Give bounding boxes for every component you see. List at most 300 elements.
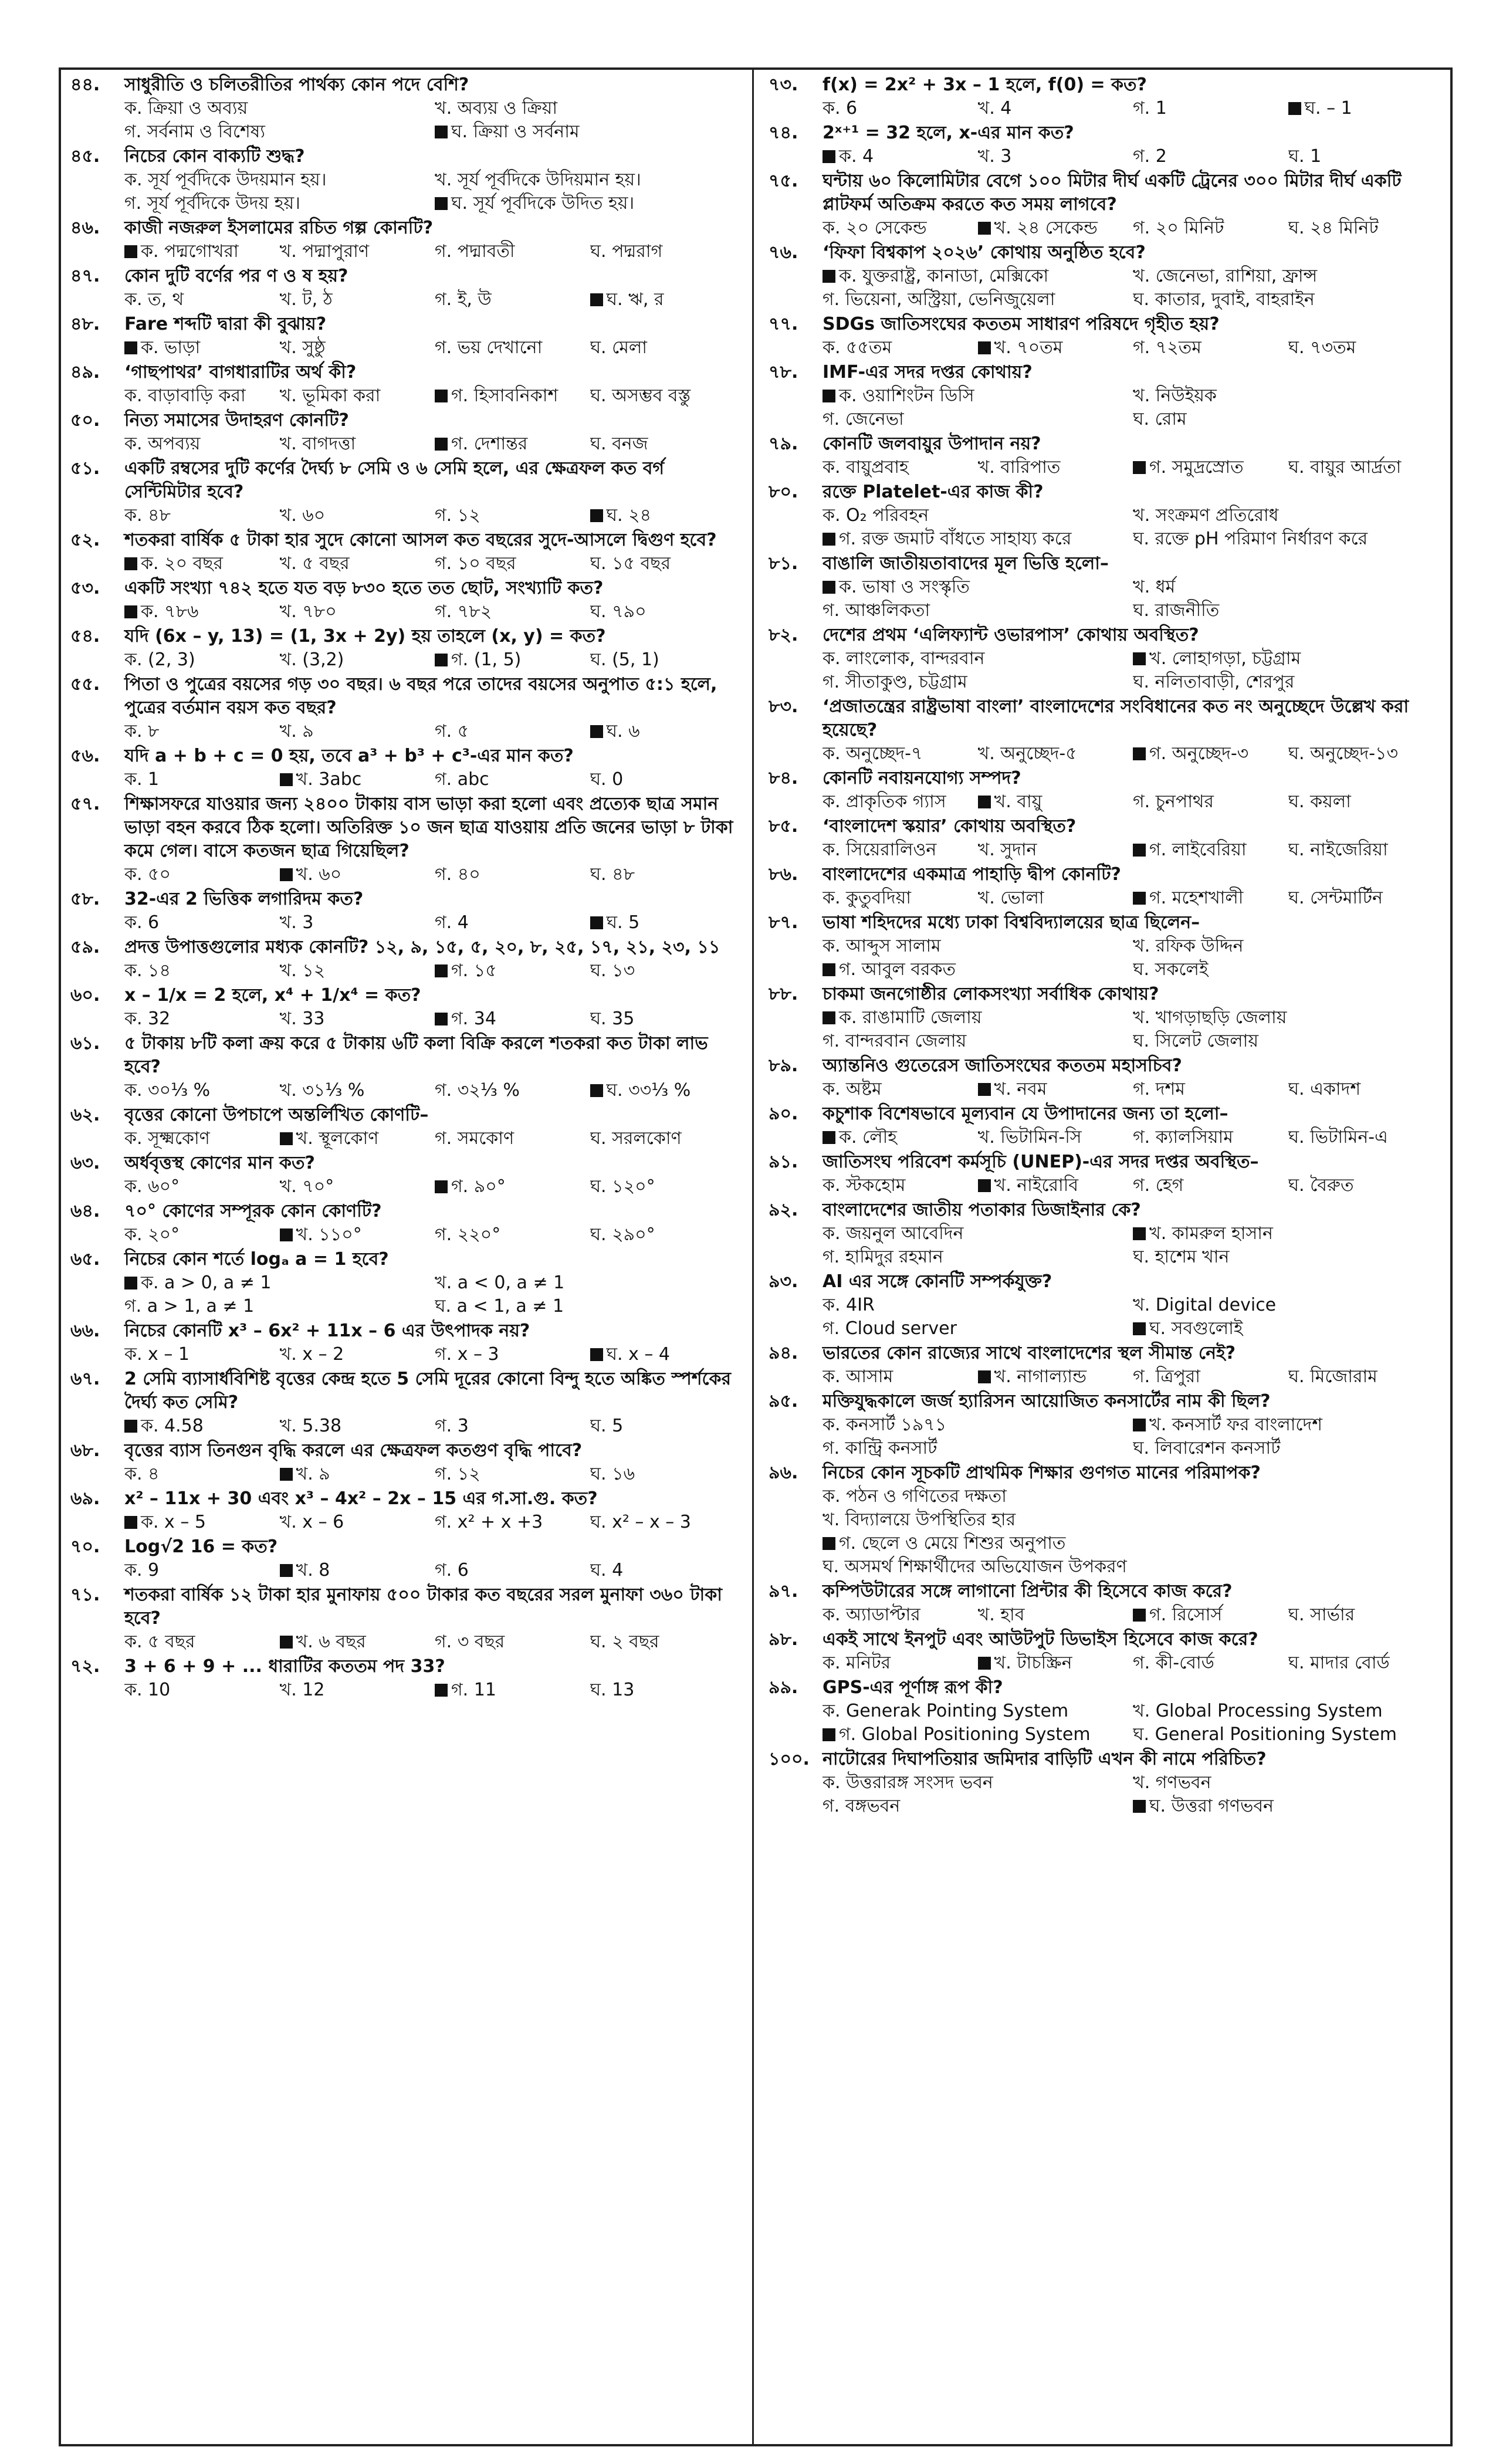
option-label: ঘ. রক্তে pH পরিমাণ নির্ধারণ করে [1133, 529, 1368, 549]
option-label: ক. 1 [124, 769, 160, 790]
answer-option [435, 1127, 590, 1150]
answer-option [1133, 790, 1288, 814]
answer-option [590, 336, 746, 360]
question-item [769, 1628, 1443, 1675]
question-number: ৮৪. [769, 768, 798, 788]
answer-option [280, 1127, 435, 1150]
question-text: f(x) = 2x² + 3x – 1 হলে, f(0) = কত? [823, 75, 1147, 95]
option-list [70, 1223, 745, 1247]
option-label: গ. Cloud server [823, 1318, 957, 1339]
question-text: বাংলাদেশের একমাত্র পাহাড়ি দ্বীপ কোনটি? [823, 864, 1121, 885]
question-text: কাজী নজরুল ইসলামের রচিত গল্প কোনটি? [124, 218, 434, 238]
answer-option [435, 648, 590, 672]
answer-option [435, 720, 590, 743]
option-list [769, 1413, 1443, 1460]
option-label: ঘ. অসমর্থ শিক্ষার্থীদের অভিযোজন উপকরণ [823, 1556, 1127, 1577]
option-label: ক. ২০ সেকেন্ড [823, 218, 927, 238]
option-label: গ. x² + x +3 [435, 1512, 543, 1532]
question-stem [769, 983, 1443, 1006]
question-number: ৯৪. [769, 1343, 798, 1363]
option-list [769, 216, 1443, 240]
question-text: কোনটি নবায়নযোগ্য সম্পদ? [823, 768, 1021, 788]
option-list [70, 384, 745, 408]
question-item [769, 983, 1443, 1053]
option-label: খ. ধর্ম [1133, 577, 1176, 597]
question-stem [70, 1200, 745, 1223]
question-text: নিত্য সমাসের উদাহরণ কোনটি? [124, 410, 349, 431]
option-label: ক. আসাম [823, 1366, 893, 1387]
question-item [769, 863, 1443, 910]
question-stem [70, 1368, 745, 1414]
question-item [769, 361, 1443, 431]
correct-answer-marker-icon [590, 725, 603, 738]
option-label: ক. কনসার্ট ১৯৭১ [823, 1414, 947, 1435]
answer-option [435, 1678, 590, 1702]
answer-option [590, 911, 746, 935]
question-number: ৭০. [70, 1536, 100, 1557]
question-stem [769, 73, 1443, 97]
column-divider [752, 70, 754, 2444]
answer-option [823, 1485, 1443, 1508]
question-text: যদি (6x – y, 13) = (1, 3x + 2y) হয় তাহলে (x, y) = কত? [124, 626, 606, 647]
option-label: গ. হিসাবনিকাশ [451, 385, 559, 406]
option-label: গ. অনুচ্ছেদ-৩ [1149, 743, 1249, 764]
answer-option [590, 1414, 746, 1438]
question-number: ৮১. [769, 553, 798, 574]
answer-option [590, 552, 746, 576]
answer-option [280, 432, 435, 456]
answer-option [590, 432, 746, 456]
answer-option [1288, 838, 1444, 862]
answer-option [435, 1271, 745, 1295]
option-label: গ. মহেশখালী [1149, 888, 1244, 908]
question-stem [769, 1748, 1443, 1771]
option-label: খ. টাচস্ক্রিন [994, 1653, 1072, 1673]
question-number: ৫০. [70, 410, 100, 431]
option-label: গ. আবুল বরকত [839, 959, 956, 980]
option-label: ক. x – 5 [141, 1512, 206, 1532]
answer-option [1133, 1294, 1443, 1317]
question-text: ‘বাংলাদেশ স্কয়ার’ কোথায় অবস্থিত? [823, 816, 1077, 837]
option-label: গ. ৪০ [435, 864, 480, 885]
question-text: পিতা ও পুত্রের বয়সের গড় ৩০ বছর। ৬ বছর পরে তাদের বয়সের অনুপাত ৫:১ হলে, পুত্রের বর্তমান বয়স কত বছর? [124, 674, 717, 718]
question-text: দেশের প্রথম ‘এলিফ্যান্ট ওভারপাস’ কোথায় অবস্থিত? [823, 625, 1199, 645]
answer-option [280, 600, 435, 624]
option-label: ঘ. ৬ [606, 721, 640, 742]
question-stem [769, 1199, 1443, 1222]
question-number: ৯০. [769, 1104, 798, 1124]
question-stem [769, 480, 1443, 504]
answer-option [1288, 1365, 1444, 1389]
option-label: ঘ. বায়ুর আর্দ্রতা [1288, 457, 1402, 478]
question-text: ‘গাছপাথর’ বাগধারাটির অর্থ কী? [124, 362, 357, 383]
option-list [769, 1603, 1443, 1627]
option-label: ঘ. 13 [590, 1680, 635, 1700]
option-label: গ. সীতাকুণ্ড, চট্টগ্রাম [823, 672, 967, 692]
question-item [70, 265, 745, 312]
option-label: ঘ. ১৩ [590, 960, 635, 981]
question-item [70, 145, 745, 215]
option-label: গ. 2 [1133, 146, 1167, 167]
question-item [70, 1319, 745, 1366]
question-item [70, 936, 745, 983]
option-label: ক. ত, থ [124, 289, 184, 310]
question-item [70, 673, 745, 743]
question-text: ভারতের কোন রাজ্যের সাথে বাংলাদেশের স্থল সীমান্ত নেই? [823, 1343, 1236, 1363]
option-list [769, 742, 1443, 766]
question-item [70, 1368, 745, 1438]
answer-option [1133, 1700, 1443, 1723]
option-list [769, 1651, 1443, 1675]
option-label: ক. লাংলোক, বান্দরবান [823, 648, 985, 669]
question-item [769, 1342, 1443, 1389]
option-list [769, 935, 1443, 981]
question-number: ৭২. [70, 1656, 100, 1677]
answer-option [978, 1078, 1133, 1101]
correct-answer-marker-icon [1133, 844, 1146, 857]
question-item [70, 216, 745, 263]
option-label: গ. (1, 5) [451, 649, 522, 670]
answer-option [978, 97, 1133, 120]
answer-option [590, 648, 746, 672]
answer-option [1133, 336, 1288, 360]
option-label: গ. ৩ বছর [435, 1632, 505, 1652]
option-label: গ. 4 [435, 912, 469, 933]
option-label: ঘ. কয়লা [1288, 791, 1351, 812]
option-label: ঘ. 4 [590, 1560, 624, 1580]
option-label: খ. নাগাল্যান্ড [994, 1366, 1087, 1387]
question-text: সাধুরীতি ও চলিতরীতির পার্থক্য কোন পদে বেশি? [124, 75, 469, 95]
option-label: গ. ক্যালসিয়াম [1133, 1127, 1233, 1148]
answer-option [124, 1559, 280, 1582]
correct-answer-marker-icon [280, 1468, 293, 1481]
option-list [70, 432, 745, 456]
answer-option [124, 1223, 280, 1247]
answer-option [280, 1414, 435, 1438]
option-label: খ. লোহাগড়া, চট্টগ্রাম [1149, 648, 1301, 669]
option-label: গ. 34 [451, 1008, 496, 1029]
correct-answer-marker-icon [823, 581, 835, 594]
question-item [769, 624, 1443, 694]
correct-answer-marker-icon [124, 1277, 137, 1289]
question-stem [70, 457, 745, 504]
answer-option [1288, 336, 1444, 360]
answer-option [124, 863, 280, 886]
option-label: ঘ. উত্তরা গণভবন [1149, 1796, 1274, 1816]
option-list [769, 1771, 1443, 1818]
answer-option [590, 1007, 746, 1031]
question-number: ৪৭. [70, 266, 100, 286]
option-list [769, 1078, 1443, 1101]
option-label: খ. সংক্রমণ প্রতিরোধ [1133, 505, 1279, 526]
question-text: ঘন্টায় ৬০ কিলোমিটার বেগে ১০০ মিটার দীর্ঘ একটি ট্রেনের ৩০০ মিটার দীর্ঘ একটি প্লাটফর্ম অতিক্রম করতে কত সময় লাগবে? [823, 171, 1402, 215]
option-label: ঘ. সরলকোণ [590, 1128, 682, 1149]
option-label: ঘ. 1 [1288, 146, 1322, 167]
answer-option [1133, 408, 1443, 431]
option-label: খ. হাব [977, 1605, 1025, 1625]
question-text: নিচের কোন শর্তে logₐ a = 1 হবে? [124, 1249, 389, 1270]
option-label: খ. সুষ্ঠু [279, 337, 326, 358]
option-label: ঘ. ভিটামিন-এ [1288, 1127, 1388, 1148]
answer-option [280, 552, 435, 576]
answer-option [435, 504, 590, 527]
question-stem [70, 1439, 745, 1463]
correct-answer-marker-icon [435, 1180, 448, 1193]
option-label: ঘ. অনুচ্ছেদ-১৩ [1288, 743, 1399, 764]
question-number: ৮৩. [769, 696, 798, 717]
option-label: খ. x – 6 [279, 1512, 344, 1532]
answer-option [823, 1126, 978, 1149]
correct-answer-marker-icon [435, 964, 448, 977]
answer-option [435, 240, 590, 263]
option-label: ক. বাড়াবাড়ি করা [124, 385, 246, 406]
answer-option [124, 1175, 280, 1199]
question-stem [70, 73, 745, 97]
answer-option [124, 1678, 280, 1702]
answer-option [124, 1295, 435, 1318]
option-list [769, 790, 1443, 814]
correct-answer-marker-icon [124, 557, 137, 570]
answer-option [1133, 576, 1443, 599]
option-label: গ. ৩২⅓ % [435, 1080, 520, 1101]
option-label: ঘ. – 1 [1304, 98, 1352, 119]
option-label: খ. অব্যয় ও ক্রিয়া [435, 98, 558, 119]
option-label: খ. Global Processing System [1133, 1701, 1383, 1721]
answer-option [823, 1294, 1133, 1317]
option-label: ঘ. পদ্মরাগ [590, 241, 663, 262]
option-label: ক. জয়নুল আবেদিন [823, 1223, 964, 1244]
answer-option [280, 863, 435, 886]
question-text: মক্তিযুদ্ধকালে জর্জ হ্যারিসন আয়োজিত কনসার্টের নাম কী ছিল? [823, 1391, 1271, 1412]
option-list [70, 504, 745, 527]
option-label: গ. দশম [1133, 1079, 1185, 1099]
option-label: ক. ১৪ [124, 960, 171, 981]
answer-option [124, 120, 435, 144]
option-label: খ. 33 [279, 1008, 325, 1029]
answer-option [124, 1271, 435, 1295]
question-item [70, 1535, 745, 1582]
question-stem [769, 1102, 1443, 1126]
answer-option [1133, 599, 1443, 622]
option-list [70, 1175, 745, 1199]
option-label: ক. (2, 3) [124, 649, 195, 670]
correct-answer-marker-icon [280, 1228, 293, 1241]
question-stem [769, 1270, 1443, 1294]
option-label: ক. 6 [823, 98, 858, 119]
answer-option [1288, 1603, 1444, 1627]
answer-option [823, 216, 978, 240]
correct-answer-marker-icon [978, 796, 991, 808]
question-number: ৫৩. [70, 578, 100, 598]
option-label: ঘ. ১৫ বছর [590, 553, 671, 574]
question-stem [769, 432, 1443, 456]
question-text: ‘প্রজাতন্ত্রের রাষ্ট্রভাষা বাংলা’ বাংলাদেশের সংবিধানের কত নং অনুচ্ছেদে উল্লেখ করা হয়েছে? [823, 696, 1409, 740]
option-label: গ. abc [435, 769, 489, 790]
option-label: খ. ৩১⅓ % [279, 1080, 365, 1101]
correct-answer-marker-icon [590, 1084, 603, 1097]
answer-option [1133, 1317, 1443, 1341]
correct-answer-marker-icon [1133, 1800, 1146, 1813]
option-label: খ. ৬০ [279, 505, 326, 526]
answer-option [1133, 1723, 1443, 1747]
correct-answer-marker-icon [978, 1179, 991, 1192]
answer-option [124, 1463, 280, 1486]
correct-answer-marker-icon [435, 654, 448, 666]
option-label: ঘ. সূর্য পূর্বদিকে উদিত হয়। [451, 193, 635, 214]
answer-option [823, 1006, 1133, 1030]
question-item [769, 313, 1443, 360]
option-list [70, 240, 745, 263]
answer-option [435, 120, 745, 144]
option-label: ক. 6 [124, 912, 160, 933]
question-number: ৪৮. [70, 314, 100, 334]
question-number: ৪৬. [70, 218, 100, 238]
option-list [70, 768, 745, 791]
answer-option [978, 1365, 1133, 1389]
correct-answer-marker-icon [435, 1013, 448, 1025]
answer-option [1288, 790, 1444, 814]
question-number: ৫৭. [70, 794, 100, 814]
option-label: খ. 4 [977, 98, 1012, 119]
question-text: ৭০° কোণের সম্পূরক কোন কোণটি? [124, 1201, 382, 1221]
option-label: খ. ৫ বছর [279, 553, 350, 574]
question-item [70, 888, 745, 935]
question-number: ৬২. [70, 1105, 100, 1125]
question-stem [70, 1535, 745, 1559]
option-label: ক. ৫ বছর [124, 1632, 195, 1652]
question-item [769, 1102, 1443, 1149]
answer-option [590, 1175, 746, 1199]
correct-answer-marker-icon [978, 1083, 991, 1096]
option-label: ঘ. লিবারেশন কনসার্ট [1133, 1438, 1281, 1458]
option-label: ঘ. কাতার, দুবাই, বাহরাইন [1133, 289, 1315, 310]
option-label: গ. ১২ [435, 1464, 480, 1484]
question-text: নিচের কোন সূচকটি প্রাথমিক শিক্ষার গুণগত মানের পরিমাপক? [823, 1463, 1261, 1483]
answer-option [590, 1223, 746, 1247]
option-label: খ. ১১০° [296, 1224, 362, 1245]
answer-option [1288, 1126, 1444, 1149]
answer-option [280, 768, 435, 791]
answer-option [823, 265, 1133, 288]
answer-option [823, 1723, 1133, 1747]
answer-option [435, 1079, 590, 1102]
question-number: ৮২. [769, 625, 798, 645]
answer-option [280, 1007, 435, 1031]
correct-answer-marker-icon [1133, 1609, 1146, 1622]
option-label: গ. ভিয়েনা, অস্ট্রিয়া, ভেনিজুয়েলা [823, 289, 1055, 310]
question-text: ৫ টাকায় ৮টি কলা ক্রয় করে ৫ টাকায় ৬টি কলা বিক্রি করলে শতকরা কত টাকা লাভ হবে? [124, 1033, 708, 1077]
question-item [769, 480, 1443, 551]
question-sheet [59, 67, 1453, 2446]
answer-option [280, 1559, 435, 1582]
option-label: ক. ক্রিয়া ও অব্যয় [124, 98, 248, 119]
question-stem [70, 1104, 745, 1127]
question-stem [769, 241, 1443, 265]
answer-option [1133, 647, 1443, 671]
question-item [769, 1461, 1443, 1579]
answer-option [590, 1343, 746, 1366]
question-number: ৯৯. [769, 1677, 798, 1698]
answer-option [978, 145, 1133, 168]
answer-option [1133, 1245, 1443, 1269]
question-number: ৬৬. [70, 1321, 100, 1341]
answer-option [1133, 97, 1288, 120]
question-item [769, 432, 1443, 479]
answer-option [1288, 1651, 1444, 1675]
option-label: ঘ. রাজনীতি [1133, 600, 1220, 621]
question-item [769, 552, 1443, 622]
answer-option [590, 1079, 746, 1102]
question-number: ৫৯. [70, 937, 100, 957]
answer-option [1133, 1437, 1443, 1460]
correct-answer-marker-icon [124, 605, 137, 618]
option-label: গ. ১৫ [451, 960, 497, 981]
question-item [769, 1270, 1443, 1341]
option-label: গ. রিসোর্স [1149, 1605, 1223, 1625]
option-list [769, 647, 1443, 694]
correct-answer-marker-icon [823, 390, 835, 402]
option-list [769, 1365, 1443, 1389]
answer-option [1288, 1078, 1444, 1101]
option-label: গ. 3 [435, 1416, 469, 1436]
correct-answer-marker-icon [1133, 1322, 1146, 1335]
option-label: খ. বিদ্যালয়ে উপস্থিতির হার [823, 1509, 1016, 1530]
option-label: ক. ভাড়া [141, 337, 201, 358]
question-stem [769, 1461, 1443, 1485]
option-label: ক. সূক্ষ্মকোণ [124, 1128, 210, 1149]
question-number: ৮৫. [769, 816, 798, 837]
question-number: ৬০. [70, 985, 100, 1006]
question-text: x² – 11x + 30 এবং x³ – 4x² – 2x – 15 এর গ.সা.গু. কত? [124, 1488, 598, 1509]
answer-option [978, 456, 1133, 479]
answer-option [435, 384, 590, 408]
option-label: ঘ. সকলেই [1133, 959, 1209, 980]
answer-option [1133, 742, 1288, 766]
answer-option [435, 1630, 590, 1654]
answer-option [590, 720, 746, 743]
correct-answer-marker-icon [1133, 892, 1146, 905]
option-label: ঘ. ২ বছর [590, 1632, 659, 1652]
question-number: ৬৩. [70, 1153, 100, 1173]
option-list [70, 911, 745, 935]
answer-option [435, 1559, 590, 1582]
option-label: ক. ওয়াশিংটন ডিসি [839, 385, 974, 406]
answer-option [435, 1295, 745, 1318]
question-number: ৯২. [769, 1200, 798, 1220]
option-label: গ. a > 1, a ≠ 1 [124, 1296, 255, 1316]
question-text: একটি সংখ্যা ৭৪২ হতে যত বড় ৮৩০ হতে তত ছোট, সংখ্যাটি কত? [124, 578, 604, 598]
question-stem [70, 673, 745, 720]
correct-answer-marker-icon [823, 533, 835, 546]
answer-option [1288, 1174, 1444, 1197]
option-label: ক. 32 [124, 1008, 171, 1029]
answer-option [823, 1795, 1133, 1818]
question-number: ৭৯. [769, 434, 798, 454]
answer-option [1133, 1771, 1443, 1795]
option-label: খ. ভোলা [977, 888, 1044, 908]
question-number: ৯৫. [769, 1391, 798, 1412]
answer-option [823, 504, 1133, 527]
option-label: খ. ৭০° [279, 1176, 334, 1197]
option-label: গ. লাইবেরিয়া [1149, 840, 1247, 860]
answer-option [435, 1343, 590, 1366]
answer-option [435, 1511, 590, 1534]
question-number: ৫৫. [70, 674, 100, 695]
option-label: খ. ভূমিকা করা [279, 385, 381, 406]
option-label: ঘ. ক্রিয়া ও সর্বনাম [451, 121, 580, 142]
option-label: গ. ১২ [435, 505, 480, 526]
answer-option [435, 336, 590, 360]
